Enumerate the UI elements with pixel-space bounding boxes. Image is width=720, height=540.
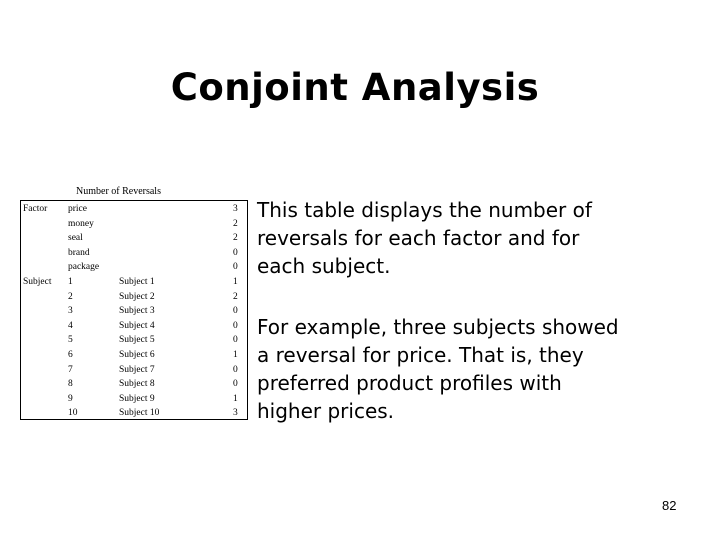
row-name-cell: Subject 7 — [119, 364, 155, 375]
row-value-cell: 2 — [233, 218, 238, 229]
row-value-cell: 0 — [233, 306, 238, 317]
table-row — [20, 394, 248, 408]
table-row — [20, 408, 248, 422]
row-name-cell: Subject 9 — [119, 393, 155, 404]
table-row — [20, 321, 248, 335]
row-level-cell: 2 — [68, 291, 73, 302]
row-level-cell: 9 — [68, 393, 73, 404]
row-level-cell: 4 — [68, 320, 73, 331]
row-level-cell: price — [68, 204, 87, 214]
row-level-cell: seal — [68, 233, 83, 244]
text-line: For example, three subjects showed — [257, 315, 619, 339]
page-number: 82 — [662, 498, 677, 513]
table-row — [20, 204, 248, 218]
row-level-cell: money — [68, 218, 94, 229]
row-level-cell: 6 — [68, 350, 73, 360]
row-name-cell: Subject 4 — [119, 320, 155, 331]
row-group-cell: Subject — [23, 277, 52, 287]
row-value-cell: 1 — [233, 350, 238, 360]
row-level-cell: 3 — [68, 306, 73, 317]
row-value-cell: 0 — [233, 320, 238, 331]
slide-title: Conjoint Analysis — [170, 66, 540, 109]
table-row — [20, 365, 248, 379]
row-group-cell: Factor — [23, 204, 48, 214]
row-name-cell: Subject 10 — [119, 408, 160, 419]
row-value-cell: 2 — [233, 291, 238, 302]
row-value-cell: 1 — [233, 277, 238, 287]
row-value-cell: 0 — [233, 247, 238, 258]
row-value-cell: 0 — [233, 364, 238, 375]
row-value-cell: 2 — [233, 233, 238, 244]
row-level-cell: 7 — [68, 364, 73, 375]
row-value-cell: 0 — [233, 379, 238, 390]
table-row — [20, 262, 248, 276]
table-row — [20, 335, 248, 349]
row-name-cell: Subject 6 — [119, 350, 155, 360]
row-value-cell: 1 — [233, 393, 238, 404]
table-row — [20, 233, 248, 247]
row-level-cell: 8 — [68, 379, 73, 390]
row-name-cell: Subject 1 — [119, 277, 155, 287]
row-value-cell: 0 — [233, 335, 238, 346]
text-line: reversals for each factor and for — [257, 226, 580, 250]
row-level-cell: 1 — [68, 277, 73, 287]
row-value-cell: 3 — [233, 408, 238, 419]
description-paragraph — [257, 196, 592, 280]
table-row — [20, 379, 248, 393]
row-name-cell: Subject 2 — [119, 291, 155, 302]
row-value-cell: 0 — [233, 262, 238, 273]
text-line: each subject. — [257, 254, 391, 278]
row-name-cell: Subject 5 — [119, 335, 155, 346]
text-line: This table displays the number of — [257, 198, 592, 222]
table-row — [20, 306, 248, 320]
table-row — [20, 350, 248, 364]
row-level-cell: brand — [68, 247, 90, 258]
table-row — [20, 292, 248, 306]
example-paragraph — [257, 313, 619, 425]
table-row — [20, 219, 248, 233]
text-line: preferred product profiles with — [257, 371, 562, 395]
table-row — [20, 277, 248, 291]
reversals-table — [20, 186, 250, 422]
row-name-cell: Subject 8 — [119, 379, 155, 390]
row-level-cell: package — [68, 262, 100, 273]
text-line: a reversal for price. That is, they — [257, 343, 584, 367]
text-line: higher prices. — [257, 399, 395, 423]
table-header: Number of Reversals — [76, 186, 161, 197]
row-name-cell: Subject 3 — [119, 306, 155, 317]
row-level-cell: 5 — [68, 335, 73, 346]
row-level-cell: 10 — [68, 408, 78, 419]
row-value-cell: 3 — [233, 204, 238, 214]
table-row — [20, 248, 248, 262]
